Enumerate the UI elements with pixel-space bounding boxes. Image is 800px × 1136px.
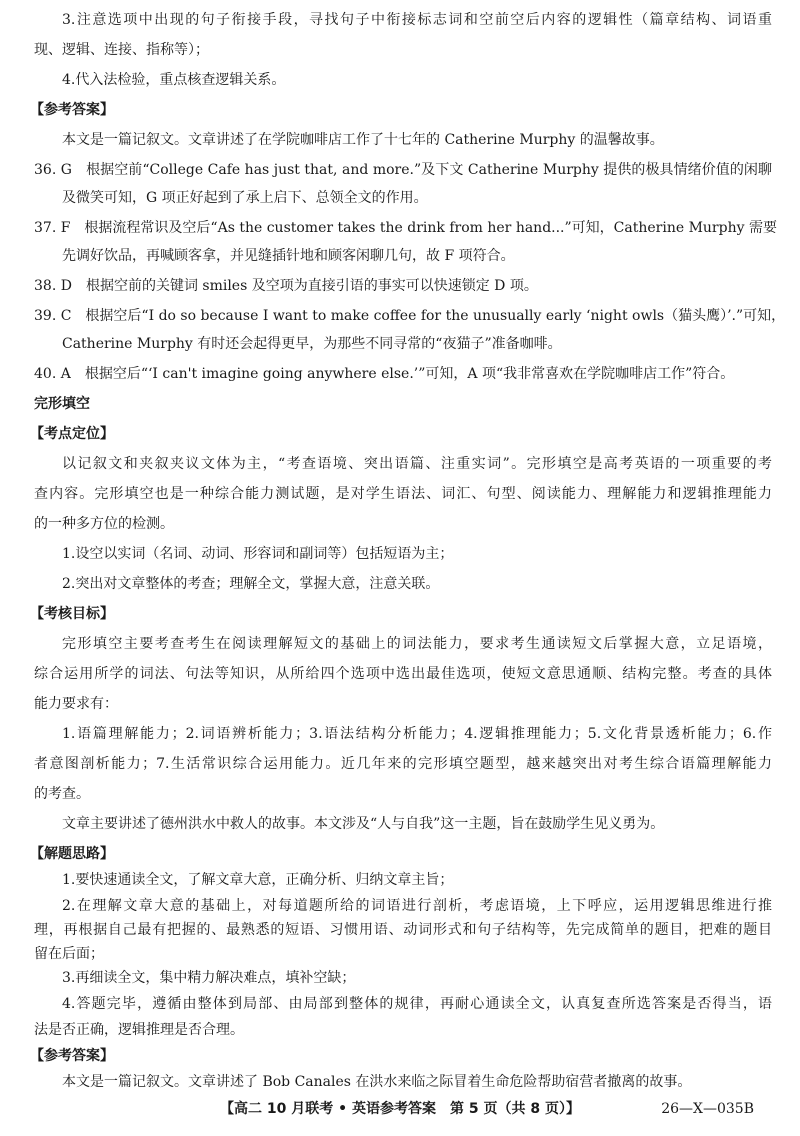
footer-title: 【高二 10 月联考 • 英语参考答案 第 5 页（共 8 页）】 — [220, 1101, 580, 1117]
position-line-1: 以记叙文和夹叙夹议文体为主，“考查语境、突出语篇、注重实词”。完形填空是高考英语的一项重要的考 — [62, 456, 772, 472]
answer-36-line-1: 36. G 根据空前“College Cafe has just that, and more.”及下文 Catherine Murphy 提供的极具情绪价值的闲聊 — [34, 162, 772, 178]
goal-line-3: 能力要求有： — [34, 696, 118, 712]
method-line-1: 1.要快速通读全文，了解文章大意，正确分析、归纳文章主旨； — [62, 872, 454, 888]
method-line-2: 2.在理解文章大意的基础上，对每道题所给的词语进行剖析，考虑语境，上下呼应，运用逻辑思维进行推 — [62, 898, 772, 914]
position-line-2: 查内容。完形填空也是一种综合能力测试题，是对学生语法、词汇、句型、阅读能力、理解能力和逻辑推理能力 — [34, 486, 772, 502]
method-line-6: 4.答题完毕，遵循由整体到局部、由局部到整体的规律，再耐心通读全文，认真复查所选答案是否得当，语 — [62, 996, 772, 1012]
cloze-title: 完形填空 — [34, 396, 90, 412]
method-line-5: 3.再细读全文，集中精力解决难点，填补空缺； — [62, 970, 356, 986]
method-heading: 【解题思路】 — [30, 846, 114, 862]
answer-40: 40. A 根据空后“‘I can't imagine going anywhere else.’”可知，A 项“我非常喜欢在学院咖啡店工作”符合。 — [34, 366, 735, 382]
answer-36-line-2: 及微笑可知，G 项正好起到了承上启下、总领全文的作用。 — [62, 190, 428, 206]
step-3-line-2: 现、逻辑、连接、指称等）； — [34, 42, 209, 58]
step-4: 4.代入法检验，重点核查逻辑关系。 — [62, 72, 286, 88]
cloze-answer-heading: 【参考答案】 — [30, 1048, 114, 1064]
reading-summary: 本文是一篇记叙文。文章讲述了在学院咖啡店工作了十七年的 Catherine Murphy 的温馨故事。 — [62, 132, 664, 148]
cloze-summary: 本文是一篇记叙文。文章讲述了 Bob Canales 在洪水来临之际冒着生命危险帮助宿营者撤离的故事。 — [62, 1074, 692, 1090]
answer-39-line-1: 39. C 根据空后“I do so because I want to make coffee for the unusually early ‘night owls（猫头鹰）’.”可知， — [34, 308, 786, 324]
reading-answer-heading: 【参考答案】 — [30, 102, 114, 118]
method-line-7: 法是否正确，逻辑推理是否合理。 — [34, 1022, 244, 1038]
step-3-line-1: 3.注意选项中出现的句子衔接手段，寻找句子中衔接标志词和空前空后内容的逻辑性（篇章结构、词语重 — [62, 12, 772, 28]
position-heading: 【考点定位】 — [30, 426, 114, 442]
answer-37-line-2: 先调好饮品，再喊顾客拿，并见缝插针地和顾客闲聊几句，故 F 项符合。 — [62, 248, 515, 264]
goal-line-2: 综合运用所学的词法、句法等知识，从所给四个选项中选出最佳选项，使短文意思通顺、结构完整。考查的具体 — [34, 666, 772, 682]
footer-code: 26—X—035B — [661, 1101, 754, 1117]
position-point-1: 1.设空以实词（名词、动词、形容词和副词等）包括短语为主； — [62, 546, 454, 562]
method-line-4: 留在后面； — [34, 946, 104, 962]
position-line-3: 的一种多方位的检测。 — [34, 516, 174, 532]
goal-line-4: 1.语篇理解能力；2.词语辨析能力；3.语法结构分析能力；4.逻辑推理能力；5.文化背景透析能力；6.作 — [62, 726, 772, 742]
answer-38: 38. D 根据空前的关键词 smiles 及空项为直接引语的事实可以快速锁定 D 项。 — [34, 278, 538, 294]
page-footer — [0, 1098, 800, 1120]
goal-heading: 【考核目标】 — [30, 606, 114, 622]
answer-39-line-2: Catherine Murphy 有时还会起得更早，为那些不同寻常的“夜猫子”准备咖啡。 — [62, 336, 562, 352]
answer-37-line-1: 37. F 根据流程常识及空后“As the customer takes the drink from her hand...”可知，Catherine Murphy 需要 — [34, 220, 777, 236]
cloze-theme: 文章主要讲述了德州洪水中救人的故事。本文涉及“人与自我”这一主题，旨在鼓励学生见义勇为。 — [62, 816, 665, 832]
goal-line-1: 完形填空主要考查考生在阅读理解短文的基础上的词法能力，要求考生通读短文后掌握大意，立足语境， — [62, 636, 772, 652]
goal-line-6: 的考查。 — [34, 786, 90, 802]
position-point-2: 2.突出对文章整体的考查；理解全文，掌握大意，注意关联。 — [62, 576, 440, 592]
method-line-3: 理，再根据自己最有把握的、最熟悉的短语、习惯用语、动词形式和句子结构等，先完成简单的题目，把难的题目 — [34, 922, 772, 938]
goal-line-5: 者意图剖析能力；7.生活常识综合运用能力。近几年来的完形填空题型，越来越突出对考生综合语篇理解能力 — [34, 756, 772, 772]
